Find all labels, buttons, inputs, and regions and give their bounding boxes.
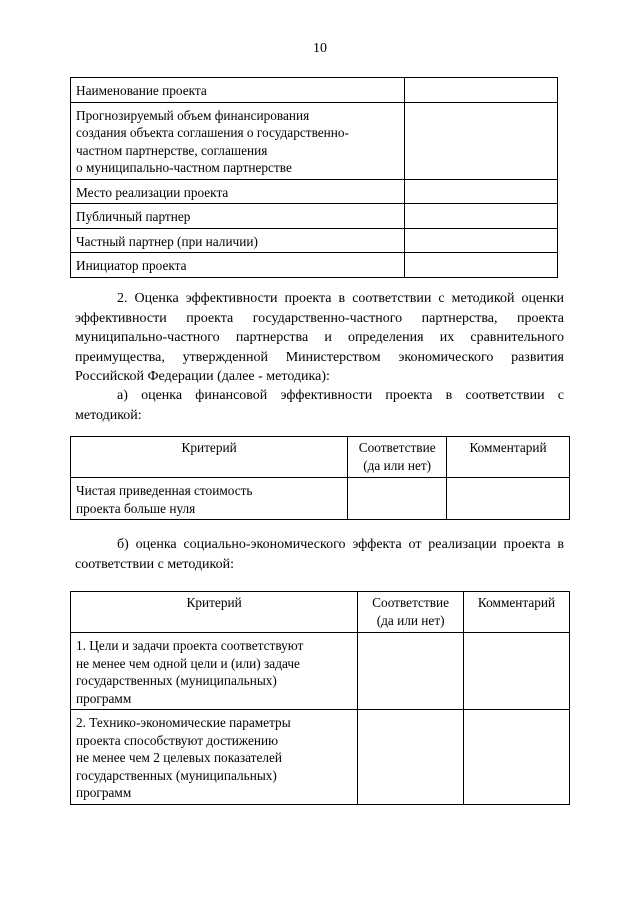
table-row: [71, 228, 558, 253]
compliance-cell: [358, 633, 464, 710]
row-value: [405, 179, 558, 204]
comment-cell: [464, 633, 570, 710]
header-criterion: Критерий: [71, 592, 358, 633]
table-row: [71, 253, 558, 278]
row-label: Наименование проекта: [71, 78, 405, 103]
table-row: [71, 633, 570, 710]
sub-a-paragraph: а) оценка финансовой эффективности проекта в соответствии с методикой:: [75, 388, 564, 423]
compliance-cell: [348, 478, 447, 520]
compliance-cell: [358, 710, 464, 805]
table-row: [71, 204, 558, 229]
row-value: [405, 253, 558, 278]
sub-b-paragraph: б) оценка социально-экономического эффекта от реализации проекта в соответствии с методикой:: [75, 537, 564, 572]
row-label: Инициатор проекта: [71, 253, 405, 278]
header-criterion: Критерий: [71, 437, 348, 478]
table-row: [71, 478, 570, 520]
row-label: Место реализации проекта: [71, 179, 405, 204]
row-value: [405, 102, 558, 179]
criterion-cell: Чистая приведенная стоимость проекта больше нуля: [71, 478, 348, 520]
criterion-cell: 2. Технико-экономические параметры проекта способствуют достижению не менее чем 2 целевых показателей государственных (муниципальных) программ: [71, 710, 358, 805]
header-compliance: Соответствие (да или нет): [358, 592, 464, 633]
table-header-row: [71, 592, 570, 633]
table-row: [71, 102, 558, 179]
table-row: [71, 179, 558, 204]
table-row: [71, 710, 570, 805]
social-economic-table: [70, 591, 570, 805]
row-label: Прогнозируемый объем финансирования создания объекта соглашения о государственно- частном партнерстве, соглашения о муниципально-частном партнерстве: [71, 102, 405, 179]
row-value: [405, 228, 558, 253]
table-row: [71, 78, 558, 103]
row-value: [405, 78, 558, 103]
comment-cell: [464, 710, 570, 805]
header-comment: Комментарий: [447, 437, 570, 478]
financial-efficiency-table: [70, 436, 570, 520]
page-number: 10: [313, 41, 327, 56]
header-comment: Комментарий: [464, 592, 570, 633]
criterion-cell: 1. Цели и задачи проекта соответствуют не менее чем одной цели и (или) задаче государственных (муниципальных) программ: [71, 633, 358, 710]
section-2-paragraph: 2. Оценка эффективности проекта в соответствии с методикой оценки эффективности проекта государственно-частного партнерства, проекта муниципально-частного партнерства и определения их сравнительного преимущества, утвержденной Министерством экономического развития Российской Федерации (далее - методика):: [75, 291, 564, 385]
header-compliance: Соответствие (да или нет): [348, 437, 447, 478]
row-label: Частный партнер (при наличии): [71, 228, 405, 253]
row-value: [405, 204, 558, 229]
project-info-table: [70, 77, 558, 278]
comment-cell: [447, 478, 570, 520]
table-header-row: [71, 437, 570, 478]
row-label: Публичный партнер: [71, 204, 405, 229]
